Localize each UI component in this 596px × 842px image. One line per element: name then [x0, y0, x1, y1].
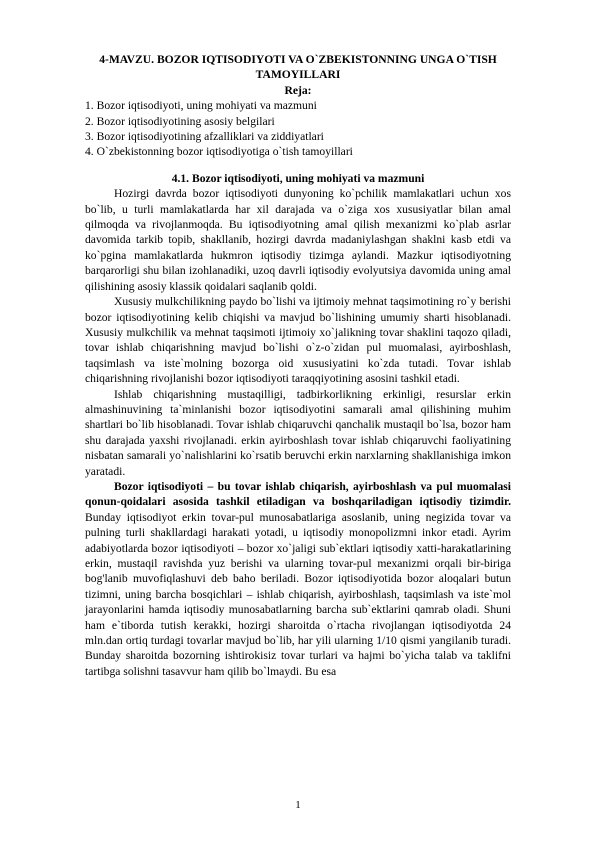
document-page — [85, 52, 511, 679]
definition-bold-text: Bozor iqtisodiyoti – bu tovar ishlab chiqarish, ayirboshlash va pul muomalasi qonun-qoidalari asosida tashkil etiladigan va boshqariladigan iqtisodiy tizimdir. — [85, 479, 511, 509]
plan-heading: Reja: — [284, 83, 312, 97]
plan-item: 1. Bozor iqtisodiyoti, uning mohiyati va mazmuni — [85, 99, 317, 113]
paragraph: Hozirgi davrda bozor iqtisodiyoti dunyoning ko`pchilik mamlakatlari uchun xos bo`lib, u turli mamlakatlarda har xil darajada va o`ziga xos xususiyatlar bilan amal qilmoqda va rivojlanmoqda. Bu iqtisodiyotning amal qilish mexanizmi ko`plab asrlar davomida tarkib topib, shakllanib, hozirgi davrda madaniylashgan shaklni kasb etdi va ko`pgina mamlakatlarda hukmron iqtisodiy tizimga aylandi. Mazkur iqtisodiyotning barqarorligi shu bilan izohlanadiki, uzoq davrli iqtisodiy evolyutsiya davomida uning amal qilishining asosiy klassik qoidalari saqlanib qoldi. — [85, 187, 511, 293]
plan-item: 3. Bozor iqtisodiyotining afzalliklari va ziddiyatlari — [85, 130, 324, 144]
paragraph: Xususiy mulkchilikning paydo bo`lishi va ijtimoiy mehnat taqsimotining ro`y berishi bozor iqtisodiyotining kelib chiqishi va mavjud bo`lishining umumiy sharti hisoblanadi. Xususiy mulkchilik va mehnat taqsimoti ijtimoiy xo`jalikning tovar shaklini taqozo qiladi, tovar ishlab chiqarishning mavjud bo`lishi o`z-o`zidan pul muomalasi, ayirboshlash, taqsimlash va iste`molning bozorga oid xususiyatini ko`zda tutadi. Tovar ishlab chiqarishning rivojlanishi bozor iqtisodiyoti taraqqiyotining asosini tashkil etadi. — [85, 295, 511, 386]
page-number: 1 — [295, 799, 301, 811]
plan-item: 2. Bozor iqtisodiyotining asosiy belgilari — [85, 114, 275, 128]
section-heading: 4.1. Bozor iqtisodiyoti, uning mohiyati va mazmuni — [171, 171, 425, 185]
plan-list — [85, 98, 511, 160]
paragraph: Ishlab chiqarishning mustaqilligi, tadbirkorlikning erkinligi, resurslar erkin almashinuvining ta`minlanishi bozor iqtisodiyotini samarali amal qilishining muhim shartlari bo`lib hisoblanadi. Tovar ishlab chiqaruvchi qanchalik mustaqil bo`lsa, bozor ham shu darajada yaxshi rivojlanadi. erkin ayirboshlash tovar ishlab chiqaruvchi faoliyatining nisbatan samarali yo`nalishlarini ko`rsatib beruvchi erkin narxlarning shakllanishiga imkon yaratadi. — [85, 387, 511, 478]
definition-text: Bunday iqtisodiyot erkin tovar-pul munosabatlariga asoslanib, uning negizida tovar va pulning turli shakllardagi harakati yotadi, u iqtisodiy monopolizmni inkor etadi. Ayrim adabiyotlarda bozor iqtisodiyoti – bozor xo`jaligi sub`ektlari iqtisodiy xatti-harakatlarining erkin, mustaqil ravishda yuz berishi va ularning tovar-pul mexanizmi orqali bir-biriga bog'lanib muvofiqlashuvi deb baho beriladi. Bozor iqtisodiyotida bozor aloqalari butun tizimni, uning barcha bosqichlari – ishlab chiqarish, ayirboshlash, taqsimlash va iste`mol jarayonlarini hamda iqtisodiy munosabatlarning barcha sub`ektlarini qamrab oladi. Shuni ham e`tiborda tutish kerakki, hozirgi sharoitda o`rtacha rivojlangan iqtisodiyotda 24 mln.dan ortiq turdagi tovarlar mavjud bo`lib, har yili ularning 1/10 qismi yangilanib turadi. Bunday sharoitda bozorning ishtirokisiz tovar turlari va hajmi bo`yicha talab va taklifni tartibga solishni tasavvur ham qilib bo`lmaydi. Bu esa — [85, 510, 511, 678]
document-title: 4-MAVZU. BOZOR IQTISODIYOTI VA O`ZBEKISTONNING UNGA O`TISH TAMOYILLARI — [99, 53, 497, 82]
definition-paragraph — [85, 479, 511, 679]
plan-item: 4. O`zbekistonning bozor iqtisodiyotiga o`tish tamoyillari — [85, 145, 353, 159]
